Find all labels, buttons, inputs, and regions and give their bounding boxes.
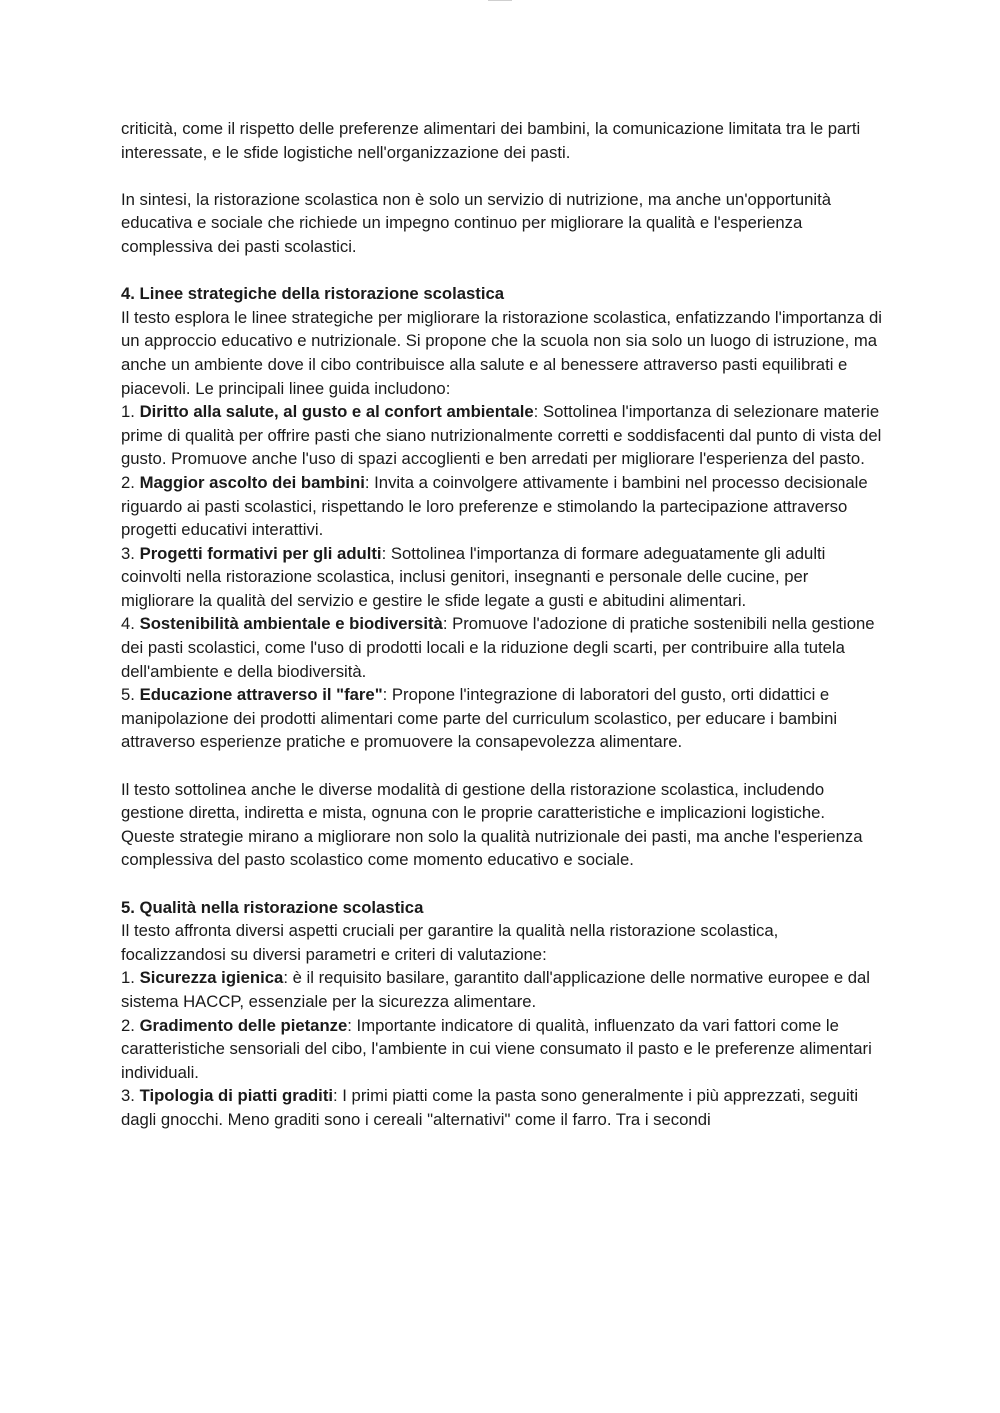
paragraph: Il testo sottolinea anche le diverse modalità di gestione della ristorazione scolastica, includendo gestione diretta, indiretta e mista, ognuna con le proprie caratteristiche e implicazioni logistiche. Queste strategie mirano a migliorare non solo la qualità nutrizionale dei pasti, ma anche l'esperienza complessiva del pasto scolastico come momento educativo e sociale. <box>121 779 863 870</box>
list-item-text: : è il requisito basilare, garantito dall'applicazione delle normative europee e dal sistema HACCP, essenziale per la sicurezza alimentare. <box>121 968 871 1011</box>
list-item <box>121 966 883 1013</box>
list-item-text: : Importante indicatore di qualità, influenzato da vari fattori come le caratteristiche sensoriali del cibo, l'ambiente in cui viene consumato il pasto e le preferenze alimentari individuali. <box>121 1015 872 1082</box>
list-item-title: Progetti formativi per gli adulti <box>139 543 382 563</box>
paragraph: criticità, come il rispetto delle preferenze alimentari dei bambini, la comunicazione limitata tra le parti interessate, e le sfide logistiche nell'organizzazione dei pasti. <box>121 119 861 162</box>
list-item-text: : Sottolinea l'importanza di formare adeguatamente gli adulti coinvolti nella ristorazione scolastica, inclusi genitori, insegnanti e personale delle cucine, per migliorare la qualità del servizio e gestire le sfide legate a gusti e abitudini alimentari. <box>121 543 826 610</box>
list-item-title: Sostenibilità ambientale e biodiversità <box>139 614 443 634</box>
list-item-text: : Promuove l'adozione di pratiche sostenibili nella gestione dei pasti scolastici, come l'uso di prodotti locali e la riduzione degli scarti, per contribuire alla tutela dell'ambiente e della biodiversità. <box>121 614 875 681</box>
list-item-title: Sicurezza igienica <box>139 968 284 988</box>
section-list <box>121 400 883 754</box>
list-item-title: Diritto alla salute, al gusto e al confort ambientale <box>139 402 534 422</box>
section-heading: 4. Linee strategiche della ristorazione scolastica <box>121 284 505 304</box>
list-item-number: 4. <box>121 614 140 634</box>
list-item-number: 2. <box>121 1015 140 1035</box>
list-item <box>121 400 883 471</box>
list-item-number: 2. <box>121 472 140 492</box>
list-item <box>121 1014 883 1085</box>
list-item-number: 1. <box>121 402 140 422</box>
list-item <box>121 612 883 683</box>
section-heading: 5. Qualità nella ristorazione scolastica <box>121 897 424 917</box>
page-header-mark <box>488 0 512 2</box>
list-item-number: 3. <box>121 1086 140 1106</box>
list-item <box>121 683 883 754</box>
list-item-text: : Invita a coinvolgere attivamente i bambini nel processo decisionale riguardo ai pasti scolastici, rispettando le loro preferenze e stimolando la partecipazione attraverso progetti educativi interattivi. <box>121 472 868 540</box>
list-item <box>121 471 883 542</box>
list-item-title: Gradimento delle pietanze <box>139 1015 348 1035</box>
list-item-number: 1. <box>121 968 140 988</box>
section-intro: Il testo esplora le linee strategiche per migliorare la ristorazione scolastica, enfatizzando l'importanza di un approccio educativo e nutrizionale. Si propone che la scuola non sia solo un luogo di istruzione, ma anche un ambiente dove il cibo contribuisce alla salute e al benessere attraverso pasti equilibrati e piacevoli. Le principali linee guida includono: <box>121 307 882 398</box>
paragraph: In sintesi, la ristorazione scolastica non è solo un servizio di nutrizione, ma anche un'opportunità educativa e sociale che richiede un impegno continuo per migliorare la qualità e l'esperienza complessiva dei pasti scolastici. <box>121 189 832 256</box>
section-list <box>121 966 883 1131</box>
list-item <box>121 1084 883 1131</box>
list-item-text: : Sottolinea l'importanza di selezionare materie prime di qualità per offrire pasti che siano nutrizionalmente corretti e soddisfacenti dal punto di vista del gusto. Promuove anche l'uso di spazi accoglienti e ben arredati per migliorare l'esperienza del pasto. <box>121 402 882 469</box>
list-item-number: 5. <box>121 685 140 705</box>
list-item-text: : Propone l'integrazione di laboratori del gusto, orti didattici e manipolazione dei prodotti alimentari come parte del curriculum scolastico, per educare i bambini attraverso esperienze pratiche e promuovere la consapevolezza alimentare. <box>121 685 838 752</box>
list-item-title: Tipologia di piatti graditi <box>139 1086 334 1106</box>
list-item-text: : I primi piatti come la pasta sono generalmente i più apprezzati, seguiti dagli gnocchi. Meno graditi sono i cereali "alternativi" come il farro. Tra i secondi <box>121 1086 859 1129</box>
section-intro: Il testo affronta diversi aspetti cruciali per garantire la qualità nella ristorazione scolastica, focalizzandosi su diversi parametri e criteri di valutazione: <box>121 921 779 964</box>
document-page <box>121 117 883 1132</box>
list-item <box>121 542 883 613</box>
list-item-number: 3. <box>121 543 140 563</box>
list-item-title: Maggior ascolto dei bambini <box>139 472 365 492</box>
list-item-title: Educazione attraverso il "fare" <box>139 685 383 705</box>
